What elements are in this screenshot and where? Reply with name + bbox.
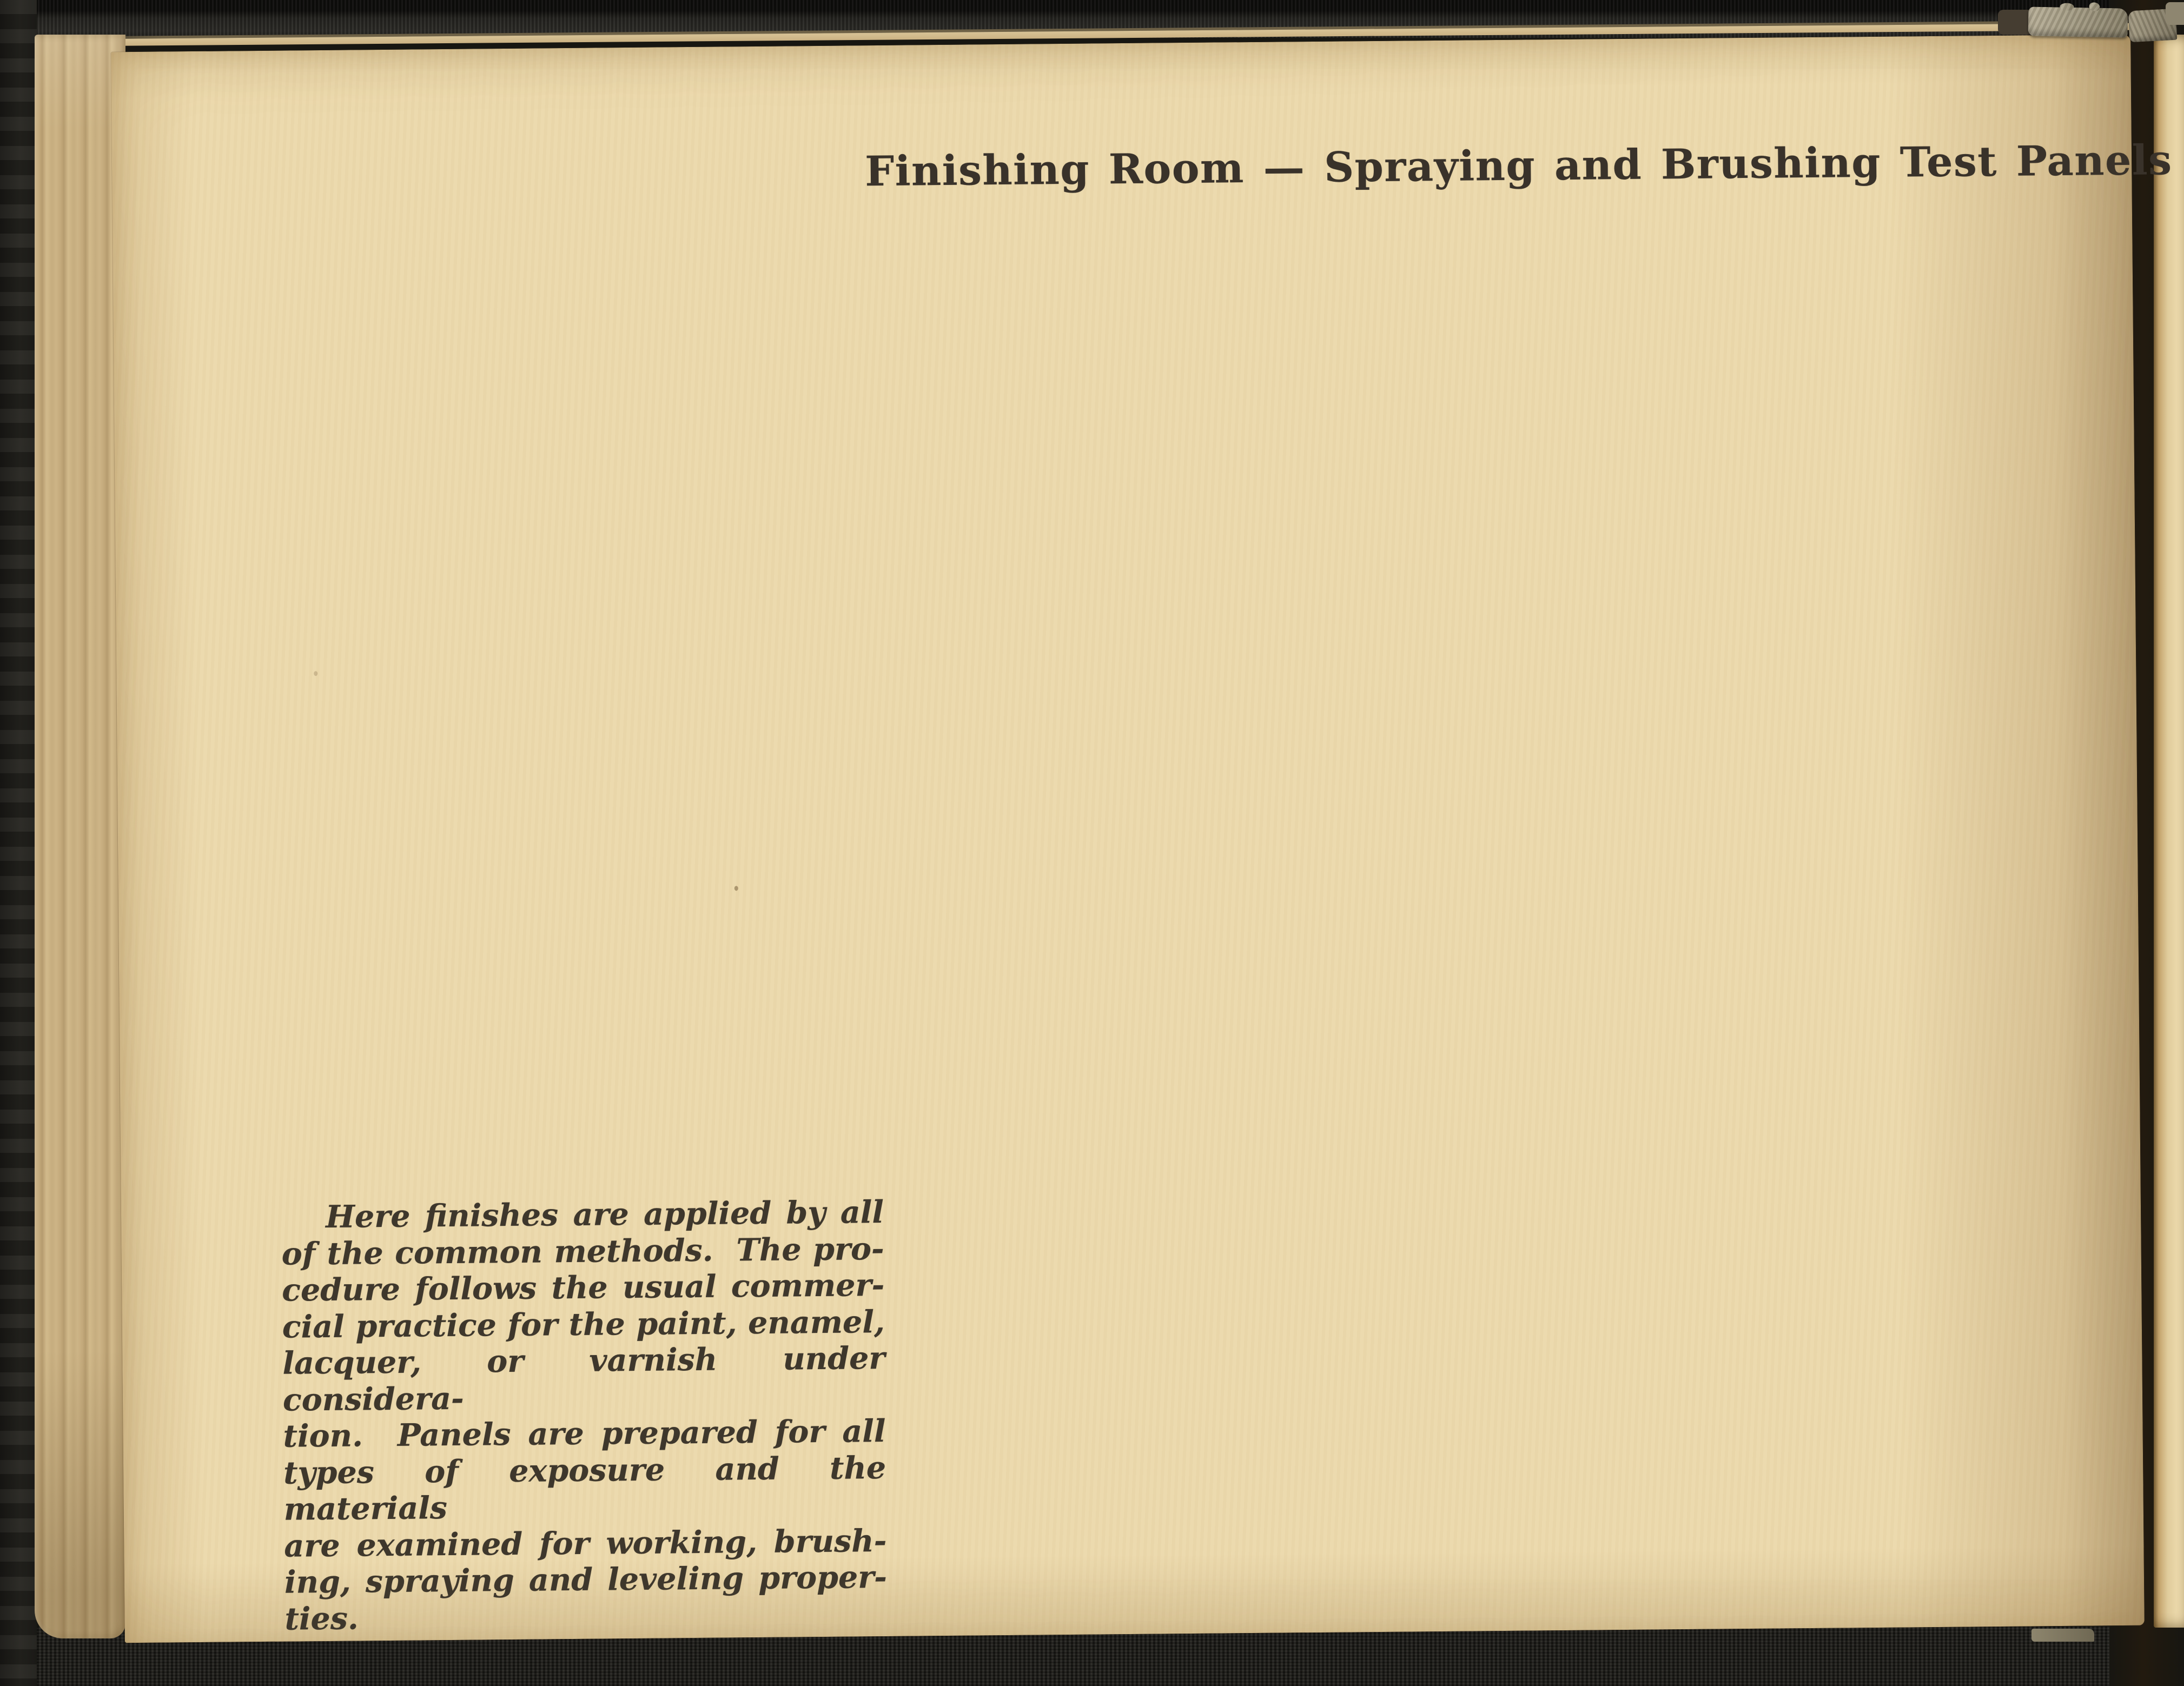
caption-line: tion. Panels are prepared for all — [283, 1412, 886, 1455]
caption-line: types of exposure and the materials — [283, 1449, 897, 1528]
caption-line: are examined for working, brush- — [284, 1522, 887, 1564]
caption-line: lacquer, or varnish under considera- — [282, 1339, 896, 1418]
next-page-sliver — [2154, 35, 2184, 1628]
page-title: Finishing Room — Spraying and Brushing Test Panels — [864, 136, 2173, 196]
caption-paragraph — [281, 1193, 897, 1637]
caption-line: ing, spraying and leveling proper- — [284, 1558, 888, 1601]
caption-line: cedure follows the usual commer- — [281, 1266, 885, 1309]
book-cover-left-edge — [0, 0, 37, 1686]
tape-fray-fiber — [2060, 3, 2074, 10]
caption-line: Here finishes are applied by all — [325, 1193, 884, 1235]
paper-speck — [734, 886, 738, 891]
cover-shadow — [1998, 10, 2033, 35]
album-page — [111, 35, 2173, 1643]
tape-fray-large — [2028, 6, 2128, 37]
page-stack-left-edges — [35, 35, 125, 1638]
caption-line: of the common methods. The pro- — [281, 1230, 884, 1272]
tape-remnant-bottom — [2031, 1629, 2094, 1642]
tape-fray-corner — [2166, 2, 2184, 25]
paper-speck — [314, 671, 317, 676]
caption-line: ties. — [284, 1599, 359, 1637]
caption-line: cial practice for the paint, enamel, — [282, 1303, 885, 1345]
